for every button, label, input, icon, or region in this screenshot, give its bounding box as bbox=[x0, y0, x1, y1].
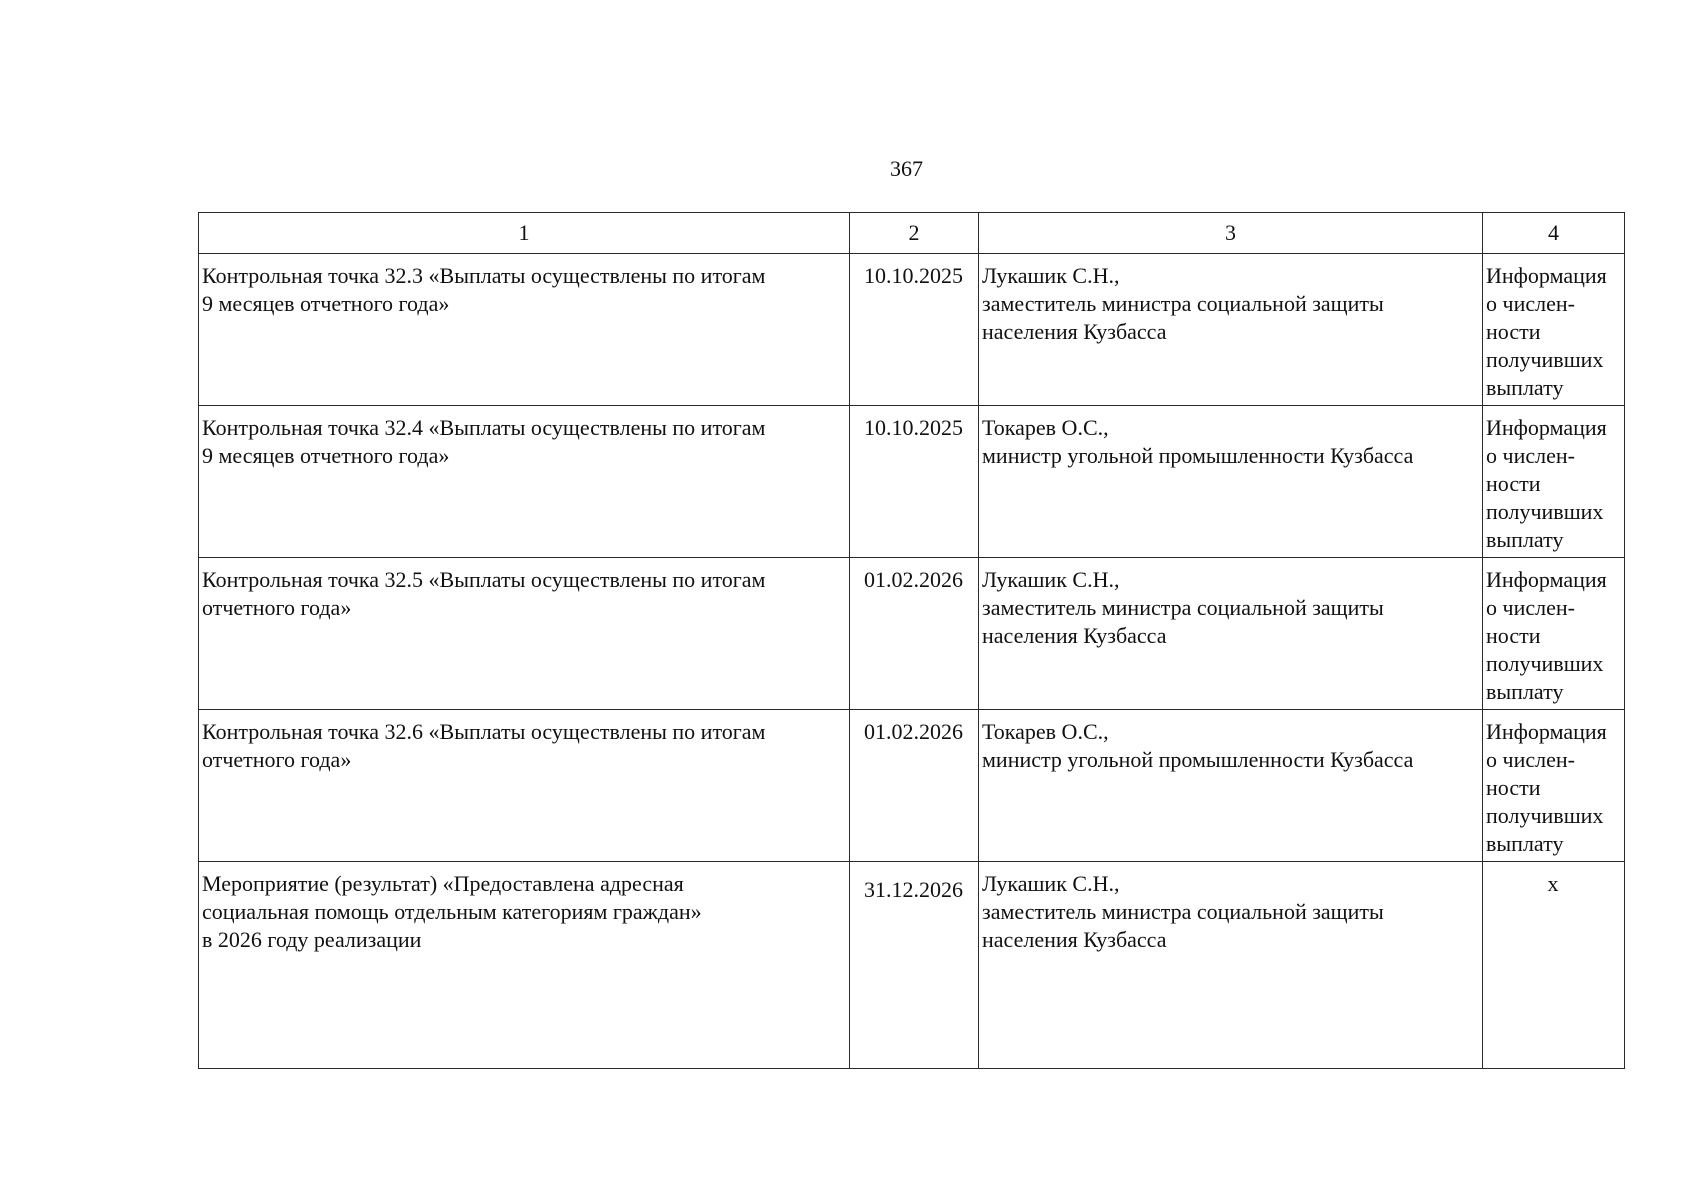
result-line: получивших bbox=[1486, 499, 1604, 524]
responsible-line: Лукашик С.Н., bbox=[982, 871, 1120, 896]
result-line: ности bbox=[1486, 623, 1541, 648]
responsible-line: Лукашик С.Н., bbox=[982, 567, 1120, 592]
result-line: о числен- bbox=[1486, 291, 1575, 316]
responsible-cell bbox=[979, 710, 1483, 862]
table-header-row bbox=[199, 213, 1625, 254]
responsible-cell bbox=[979, 558, 1483, 710]
result-cell bbox=[1483, 558, 1625, 710]
event-name-line: 9 месяцев отчетного года» bbox=[202, 443, 450, 468]
responsible-line: заместитель министра социальной защиты bbox=[982, 899, 1384, 924]
event-name-line: Контрольная точка 32.6 «Выплаты осуществлены по итогам bbox=[202, 719, 766, 744]
result-line: ности bbox=[1486, 319, 1541, 344]
result-line: выплату bbox=[1486, 527, 1564, 552]
event-name-cell bbox=[199, 862, 850, 1069]
document-table bbox=[198, 212, 1625, 1069]
responsible-line: населения Кузбасса bbox=[982, 623, 1167, 648]
table-row bbox=[199, 254, 1625, 406]
result-line: выплату bbox=[1486, 375, 1564, 400]
date-cell bbox=[850, 558, 979, 710]
table-body bbox=[199, 254, 1625, 1069]
column-header-2: 2 bbox=[850, 213, 979, 254]
result-line: выплату bbox=[1486, 679, 1564, 704]
result-line: Информация bbox=[1486, 719, 1607, 744]
responsible-line: министр угольной промышленности Кузбасса bbox=[982, 747, 1414, 772]
date-value: 31.12.2026 bbox=[864, 877, 963, 902]
responsible-line: министр угольной промышленности Кузбасса bbox=[982, 443, 1414, 468]
event-name-line: отчетного года» bbox=[202, 595, 352, 620]
result-line: получивших bbox=[1486, 651, 1604, 676]
result-line: х bbox=[1547, 871, 1559, 896]
responsible-line: населения Кузбасса bbox=[982, 319, 1167, 344]
result-line: Информация bbox=[1486, 567, 1607, 592]
event-name-cell bbox=[199, 406, 850, 558]
responsible-line: заместитель министра социальной защиты bbox=[982, 291, 1384, 316]
event-name-cell bbox=[199, 710, 850, 862]
result-line: о числен- bbox=[1486, 443, 1575, 468]
date-cell bbox=[850, 406, 979, 558]
result-cell bbox=[1483, 710, 1625, 862]
column-header-1: 1 bbox=[199, 213, 850, 254]
result-line: ности bbox=[1486, 775, 1541, 800]
responsible-line: Токарев О.С., bbox=[982, 415, 1109, 440]
event-name-line: 9 месяцев отчетного года» bbox=[202, 291, 450, 316]
table-row bbox=[199, 862, 1625, 1069]
responsible-line: Лукашик С.Н., bbox=[982, 263, 1120, 288]
date-value: 10.10.2025 bbox=[864, 263, 963, 288]
result-line: о числен- bbox=[1486, 747, 1575, 772]
date-cell bbox=[850, 254, 979, 406]
event-name-cell bbox=[199, 558, 850, 710]
result-cell bbox=[1483, 406, 1625, 558]
responsible-line: населения Кузбасса bbox=[982, 927, 1167, 952]
date-cell bbox=[850, 710, 979, 862]
result-line: о числен- bbox=[1486, 595, 1575, 620]
result-line: ности bbox=[1486, 471, 1541, 496]
event-name-line: социальная помощь отдельным категориям граждан» bbox=[202, 899, 702, 924]
event-name-line: в 2026 году реализации bbox=[202, 927, 422, 952]
result-line: получивших bbox=[1486, 803, 1604, 828]
responsible-line: Токарев О.С., bbox=[982, 719, 1109, 744]
event-name-line: Контрольная точка 32.4 «Выплаты осуществлены по итогам bbox=[202, 415, 766, 440]
event-name-line: Мероприятие (результат) «Предоставлена адресная bbox=[202, 871, 684, 896]
event-name-cell bbox=[199, 254, 850, 406]
result-cell bbox=[1483, 254, 1625, 406]
table-row bbox=[199, 558, 1625, 710]
responsible-cell bbox=[979, 254, 1483, 406]
column-header-4: 4 bbox=[1483, 213, 1625, 254]
result-line: Информация bbox=[1486, 263, 1607, 288]
result-cell bbox=[1483, 862, 1625, 1069]
responsible-cell bbox=[979, 862, 1483, 1069]
responsible-line: заместитель министра социальной защиты bbox=[982, 595, 1384, 620]
column-header-3: 3 bbox=[979, 213, 1483, 254]
result-line: получивших bbox=[1486, 347, 1604, 372]
date-value: 01.02.2026 bbox=[864, 567, 963, 592]
event-name-line: Контрольная точка 32.5 «Выплаты осуществлены по итогам bbox=[202, 567, 766, 592]
table-row bbox=[199, 710, 1625, 862]
responsible-cell bbox=[979, 406, 1483, 558]
result-line: выплату bbox=[1486, 831, 1564, 856]
table-row bbox=[199, 406, 1625, 558]
date-cell bbox=[850, 862, 979, 1069]
result-line: Информация bbox=[1486, 415, 1607, 440]
page-number: 367 bbox=[890, 156, 923, 181]
event-name-line: Контрольная точка 32.3 «Выплаты осуществлены по итогам bbox=[202, 263, 766, 288]
event-name-line: отчетного года» bbox=[202, 747, 352, 772]
date-value: 10.10.2025 bbox=[864, 415, 963, 440]
date-value: 01.02.2026 bbox=[864, 719, 963, 744]
